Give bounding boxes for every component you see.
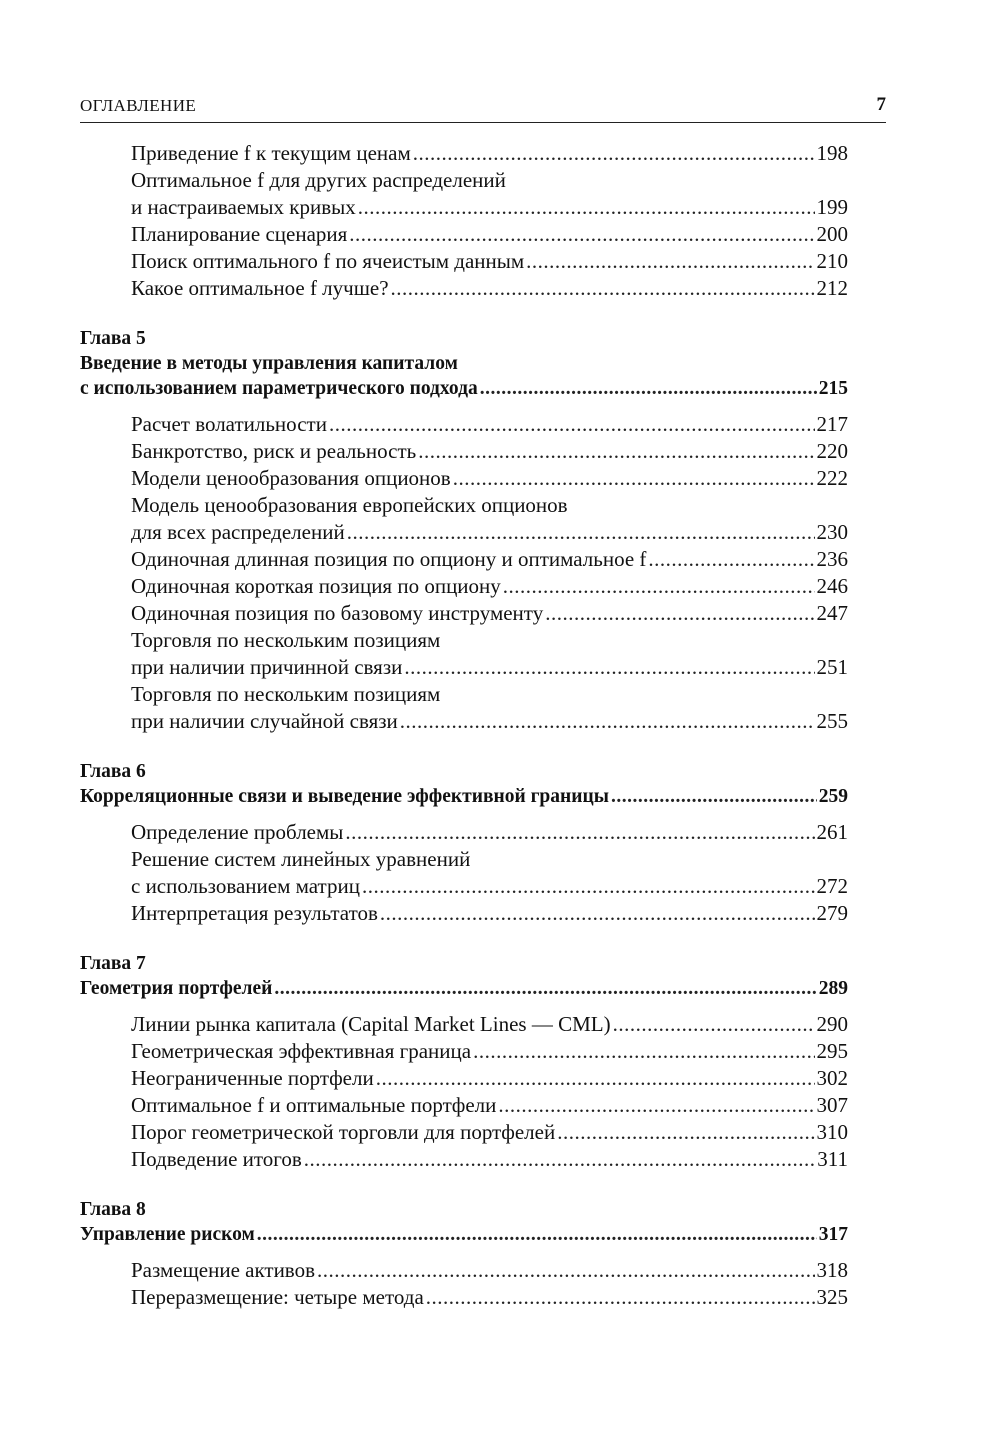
toc-line [80, 492, 848, 519]
dot-leader [376, 1065, 815, 1092]
toc-entry [80, 465, 848, 492]
toc-line [80, 1038, 848, 1065]
dot-leader [358, 194, 815, 221]
dot-leader [347, 519, 815, 546]
spacer [80, 1001, 848, 1011]
toc-entry-label: Введение в методы управления капиталом [80, 353, 458, 374]
toc-line [80, 708, 848, 735]
spacer [80, 302, 848, 326]
dot-leader [349, 221, 814, 248]
spacer [80, 401, 848, 411]
toc-entry-label: Переразмещение: четыре метода [131, 1285, 424, 1309]
chapter-heading [80, 951, 848, 1001]
chapter-title [80, 784, 848, 809]
dot-leader [413, 140, 815, 167]
toc-entry-label: Решение систем линейных уравнений [131, 847, 471, 871]
toc-line [80, 376, 848, 401]
toc-entry [80, 221, 848, 248]
toc-entry [80, 600, 848, 627]
toc-line [80, 1065, 848, 1092]
toc-entry [80, 1146, 848, 1173]
toc-page-number: 220 [816, 439, 848, 463]
dot-leader [648, 546, 814, 573]
toc-page-number: 311 [817, 1147, 848, 1171]
toc-entry-label: Торговля по нескольким позициям [131, 682, 441, 706]
toc-page-number: 261 [816, 820, 848, 844]
toc-line [80, 1146, 848, 1173]
toc-line [80, 194, 848, 221]
toc-page-number: 307 [816, 1093, 848, 1117]
dot-leader [498, 1092, 814, 1119]
dot-leader [545, 600, 814, 627]
toc-entry-label: Оптимальное f и оптимальные портфели [131, 1093, 497, 1117]
toc-entry [80, 1011, 848, 1038]
toc-page-number: 247 [816, 601, 848, 625]
toc-line [80, 351, 848, 376]
toc-line [80, 275, 848, 302]
toc-page-number: 290 [816, 1012, 848, 1036]
toc-page-number: 200 [816, 222, 848, 246]
toc-entry-label: Линии рынка капитала (Capital Market Lines — CML) [131, 1012, 611, 1036]
chapter-heading [80, 759, 848, 809]
toc-entry [80, 627, 848, 681]
toc-entry [80, 140, 848, 167]
dot-leader [426, 1284, 815, 1311]
toc-entry-label: Модели ценообразования опционов [131, 466, 451, 490]
toc-page-number: 251 [816, 655, 848, 679]
toc-entry [80, 275, 848, 302]
toc-entry-label: Одиночная длинная позиция по опциону и оптимальное f [131, 547, 647, 571]
toc-entry [80, 492, 848, 546]
toc-page-number: 295 [816, 1039, 848, 1063]
dot-leader [480, 376, 817, 401]
toc-page-number: 272 [816, 874, 848, 898]
toc-entry [80, 1065, 848, 1092]
dot-leader [257, 1222, 817, 1247]
toc-entry [80, 573, 848, 600]
toc-entry-label: для всех распределений [131, 520, 345, 544]
toc-entry [80, 411, 848, 438]
chapter-heading [80, 1197, 848, 1247]
chapter-label: Глава 6 [80, 761, 146, 782]
toc-page-number: 289 [818, 978, 848, 999]
toc-entry-label: Планирование сценария [131, 222, 348, 246]
toc-page-number: 310 [816, 1120, 848, 1144]
toc-line [80, 167, 848, 194]
toc-page-number: 210 [816, 249, 848, 273]
toc-line [80, 1284, 848, 1311]
toc-entry-label: Банкротство, риск и реальность [131, 439, 417, 463]
dot-leader [362, 873, 815, 900]
dot-leader [304, 1146, 815, 1173]
toc-entry [80, 681, 848, 735]
chapter-heading [80, 326, 848, 401]
dot-leader [557, 1119, 814, 1146]
dot-leader [503, 573, 815, 600]
toc-page-number: 230 [816, 520, 848, 544]
toc-page-number: 318 [816, 1258, 848, 1282]
toc-line [80, 573, 848, 600]
toc-entry [80, 438, 848, 465]
page-number: 7 [876, 94, 886, 115]
dot-leader [473, 1038, 814, 1065]
toc-page-number: 212 [816, 276, 848, 300]
toc-entry [80, 1092, 848, 1119]
toc-entry-label: Управление риском [80, 1224, 255, 1245]
running-head-title: ОГЛАВЛЕНИЕ [80, 96, 197, 115]
toc-line [80, 1257, 848, 1284]
toc-line [80, 1011, 848, 1038]
dot-leader [329, 411, 815, 438]
toc-page-number: 236 [816, 547, 848, 571]
toc-line [80, 654, 848, 681]
toc-entry-label: Торговля по нескольким позициям [131, 628, 441, 652]
toc-line [80, 681, 848, 708]
toc-line [80, 411, 848, 438]
toc-entry [80, 1119, 848, 1146]
toc-entry [80, 167, 848, 221]
toc-entry-label: Порог геометрической торговли для портфелей [131, 1120, 556, 1144]
dot-leader [345, 819, 814, 846]
toc-line [80, 221, 848, 248]
dot-leader [317, 1257, 815, 1284]
toc-line [80, 1222, 848, 1247]
toc-line [80, 1119, 848, 1146]
toc-page-number: 259 [818, 786, 848, 807]
toc-entry-label: Размещение активов [131, 1258, 315, 1282]
toc-page-number: 198 [816, 141, 848, 165]
spacer [80, 927, 848, 951]
toc-line [80, 140, 848, 167]
toc-line [80, 546, 848, 573]
toc-entry-label: Геометрическая эффективная граница [131, 1039, 472, 1063]
spacer [80, 1173, 848, 1197]
chapter-title [80, 351, 848, 401]
toc-line [80, 1092, 848, 1119]
toc-entry-label: Интерпретация результатов [131, 901, 378, 925]
chapter-label: Глава 8 [80, 1199, 146, 1220]
toc-entry-label: Приведение f к текущим ценам [131, 141, 411, 165]
chapter-title [80, 1222, 848, 1247]
toc-entry-label: Определение проблемы [131, 820, 344, 844]
toc-line [80, 519, 848, 546]
toc-entry-label: Какое оптимальное f лучше? [131, 276, 389, 300]
table-of-contents [80, 140, 848, 1311]
chapter-label: Глава 7 [80, 953, 146, 974]
toc-line [80, 900, 848, 927]
toc-entry [80, 248, 848, 275]
spacer [80, 809, 848, 819]
toc-page-number: 302 [816, 1066, 848, 1090]
toc-page-number: 255 [816, 709, 848, 733]
toc-entry-label: Геометрия портфелей [80, 978, 273, 999]
toc-entry-label: Одиночная позиция по базовому инструменту [131, 601, 544, 625]
toc-entry-label: Расчет волатильности [131, 412, 327, 436]
toc-line [80, 600, 848, 627]
spacer [80, 1247, 848, 1257]
dot-leader [274, 976, 816, 1001]
dot-leader [380, 900, 815, 927]
toc-entry-label: Оптимальное f для других распределений [131, 168, 506, 192]
toc-entry [80, 846, 848, 900]
toc-entry-label: и настраиваемых кривых [131, 195, 356, 219]
toc-page-number: 317 [818, 1224, 848, 1245]
toc-line [80, 846, 848, 873]
dot-leader [453, 465, 815, 492]
toc-line [80, 976, 848, 1001]
toc-entry-label: при наличии причинной связи [131, 655, 403, 679]
toc-entry [80, 900, 848, 927]
toc-page-number: 325 [816, 1285, 848, 1309]
spacer [80, 735, 848, 759]
toc-line [80, 248, 848, 275]
toc-page-number: 215 [818, 378, 848, 399]
dot-leader [400, 708, 815, 735]
chapter-label: Глава 5 [80, 328, 146, 349]
toc-entry [80, 1257, 848, 1284]
dot-leader [611, 784, 817, 809]
toc-line [80, 784, 848, 809]
toc-entry-label: Подведение итогов [131, 1147, 302, 1171]
toc-page-number: 199 [816, 195, 848, 219]
toc-entry [80, 819, 848, 846]
toc-entry-label: Корреляционные связи и выведение эффективной границы [80, 786, 609, 807]
chapter-title [80, 976, 848, 1001]
dot-leader [391, 275, 815, 302]
toc-line [80, 465, 848, 492]
toc-entry-label: Неограниченные портфели [131, 1066, 374, 1090]
dot-leader [418, 438, 814, 465]
toc-entry [80, 1038, 848, 1065]
toc-entry-label: Модель ценообразования европейских опционов [131, 493, 568, 517]
toc-page-number: 246 [816, 574, 848, 598]
toc-entry-label: с использованием параметрического подхода [80, 378, 478, 399]
toc-entry [80, 546, 848, 573]
toc-entry-label: Одиночная короткая позиция по опциону [131, 574, 501, 598]
toc-page-number: 279 [816, 901, 848, 925]
toc-entry-label: при наличии случайной связи [131, 709, 398, 733]
toc-line [80, 627, 848, 654]
dot-leader [404, 654, 814, 681]
toc-line [80, 819, 848, 846]
toc-page-number: 217 [816, 412, 848, 436]
toc-line [80, 438, 848, 465]
toc-entry-label: Поиск оптимального f по ячеистым данным [131, 249, 525, 273]
toc-page-number: 222 [816, 466, 848, 490]
page-header [80, 92, 886, 123]
dot-leader [526, 248, 814, 275]
toc-line [80, 873, 848, 900]
toc-entry [80, 1284, 848, 1311]
dot-leader [613, 1011, 815, 1038]
toc-entry-label: с использованием матриц [131, 874, 360, 898]
